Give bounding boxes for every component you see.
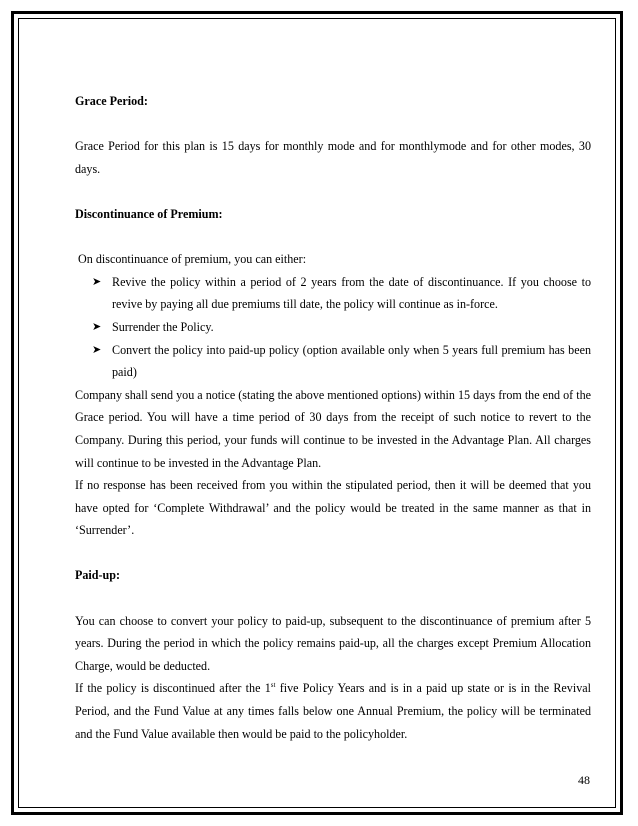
discontinuance-heading: Discontinuance of Premium: bbox=[75, 206, 223, 221]
list-item: ➤ Convert the policy into paid-up policy (option available only when 5 years full premium has been paid) bbox=[92, 339, 591, 384]
notice-paragraph: Company shall send you a notice (stating the above mentioned options) within 15 days from the end of the Grace period. You will have a time period of 30 days from the receipt of such notice to revert to the Company. During this period, your funds will continue to be invested in the Advantage Plan. All charges will continue to be invested in the Advantage Plan. bbox=[75, 387, 591, 470]
discontinuance-intro: On discontinuance of premium, you can either: bbox=[78, 252, 307, 267]
list-item: ➤ Revive the policy within a period of 2 years from the date of discontinuance. If you choose to revive by paying all due premiums till date, the policy will continue as in-force. bbox=[92, 271, 591, 316]
arrow-bullet-icon: ➤ bbox=[92, 319, 102, 333]
list-item: ➤ Surrender the Policy. bbox=[92, 316, 591, 339]
arrow-bullet-icon: ➤ bbox=[92, 274, 102, 288]
arrow-bullet-icon: ➤ bbox=[92, 342, 102, 356]
page-number: 48 bbox=[578, 773, 590, 787]
grace-period-heading: Grace Period: bbox=[75, 94, 148, 108]
paid-up-paragraph: You can choose to convert your policy to paid-up, subsequent to the discontinuance of premium after 5 years. During the period in which the policy remains paid-up, all the charges except Premium Allocation Charge, would be deducted. bbox=[75, 613, 591, 673]
fund-value-paragraph: If the policy is discontinued after the 1st five Policy Years and is in a paid up state or is in the Revival Period, and the Fund Value at any times falls below one Annual Premium, the policy will be terminated and the Fund Value available then would be paid to the policyholder. bbox=[75, 681, 591, 741]
paid-up-heading: Paid-up: bbox=[75, 568, 121, 583]
options-list bbox=[75, 271, 591, 384]
grace-period-text: Grace Period for this plan is 15 days for monthly mode and for monthlymode and for other modes, 30 days. bbox=[75, 139, 591, 176]
page-content bbox=[75, 90, 591, 745]
no-response-paragraph: If no response has been received from you within the stipulated period, then it will be deemed that you have opted for ‘Complete Withdrawal’ and the policy would be treated in the same manner as that in ‘Surrender’. bbox=[75, 478, 591, 538]
